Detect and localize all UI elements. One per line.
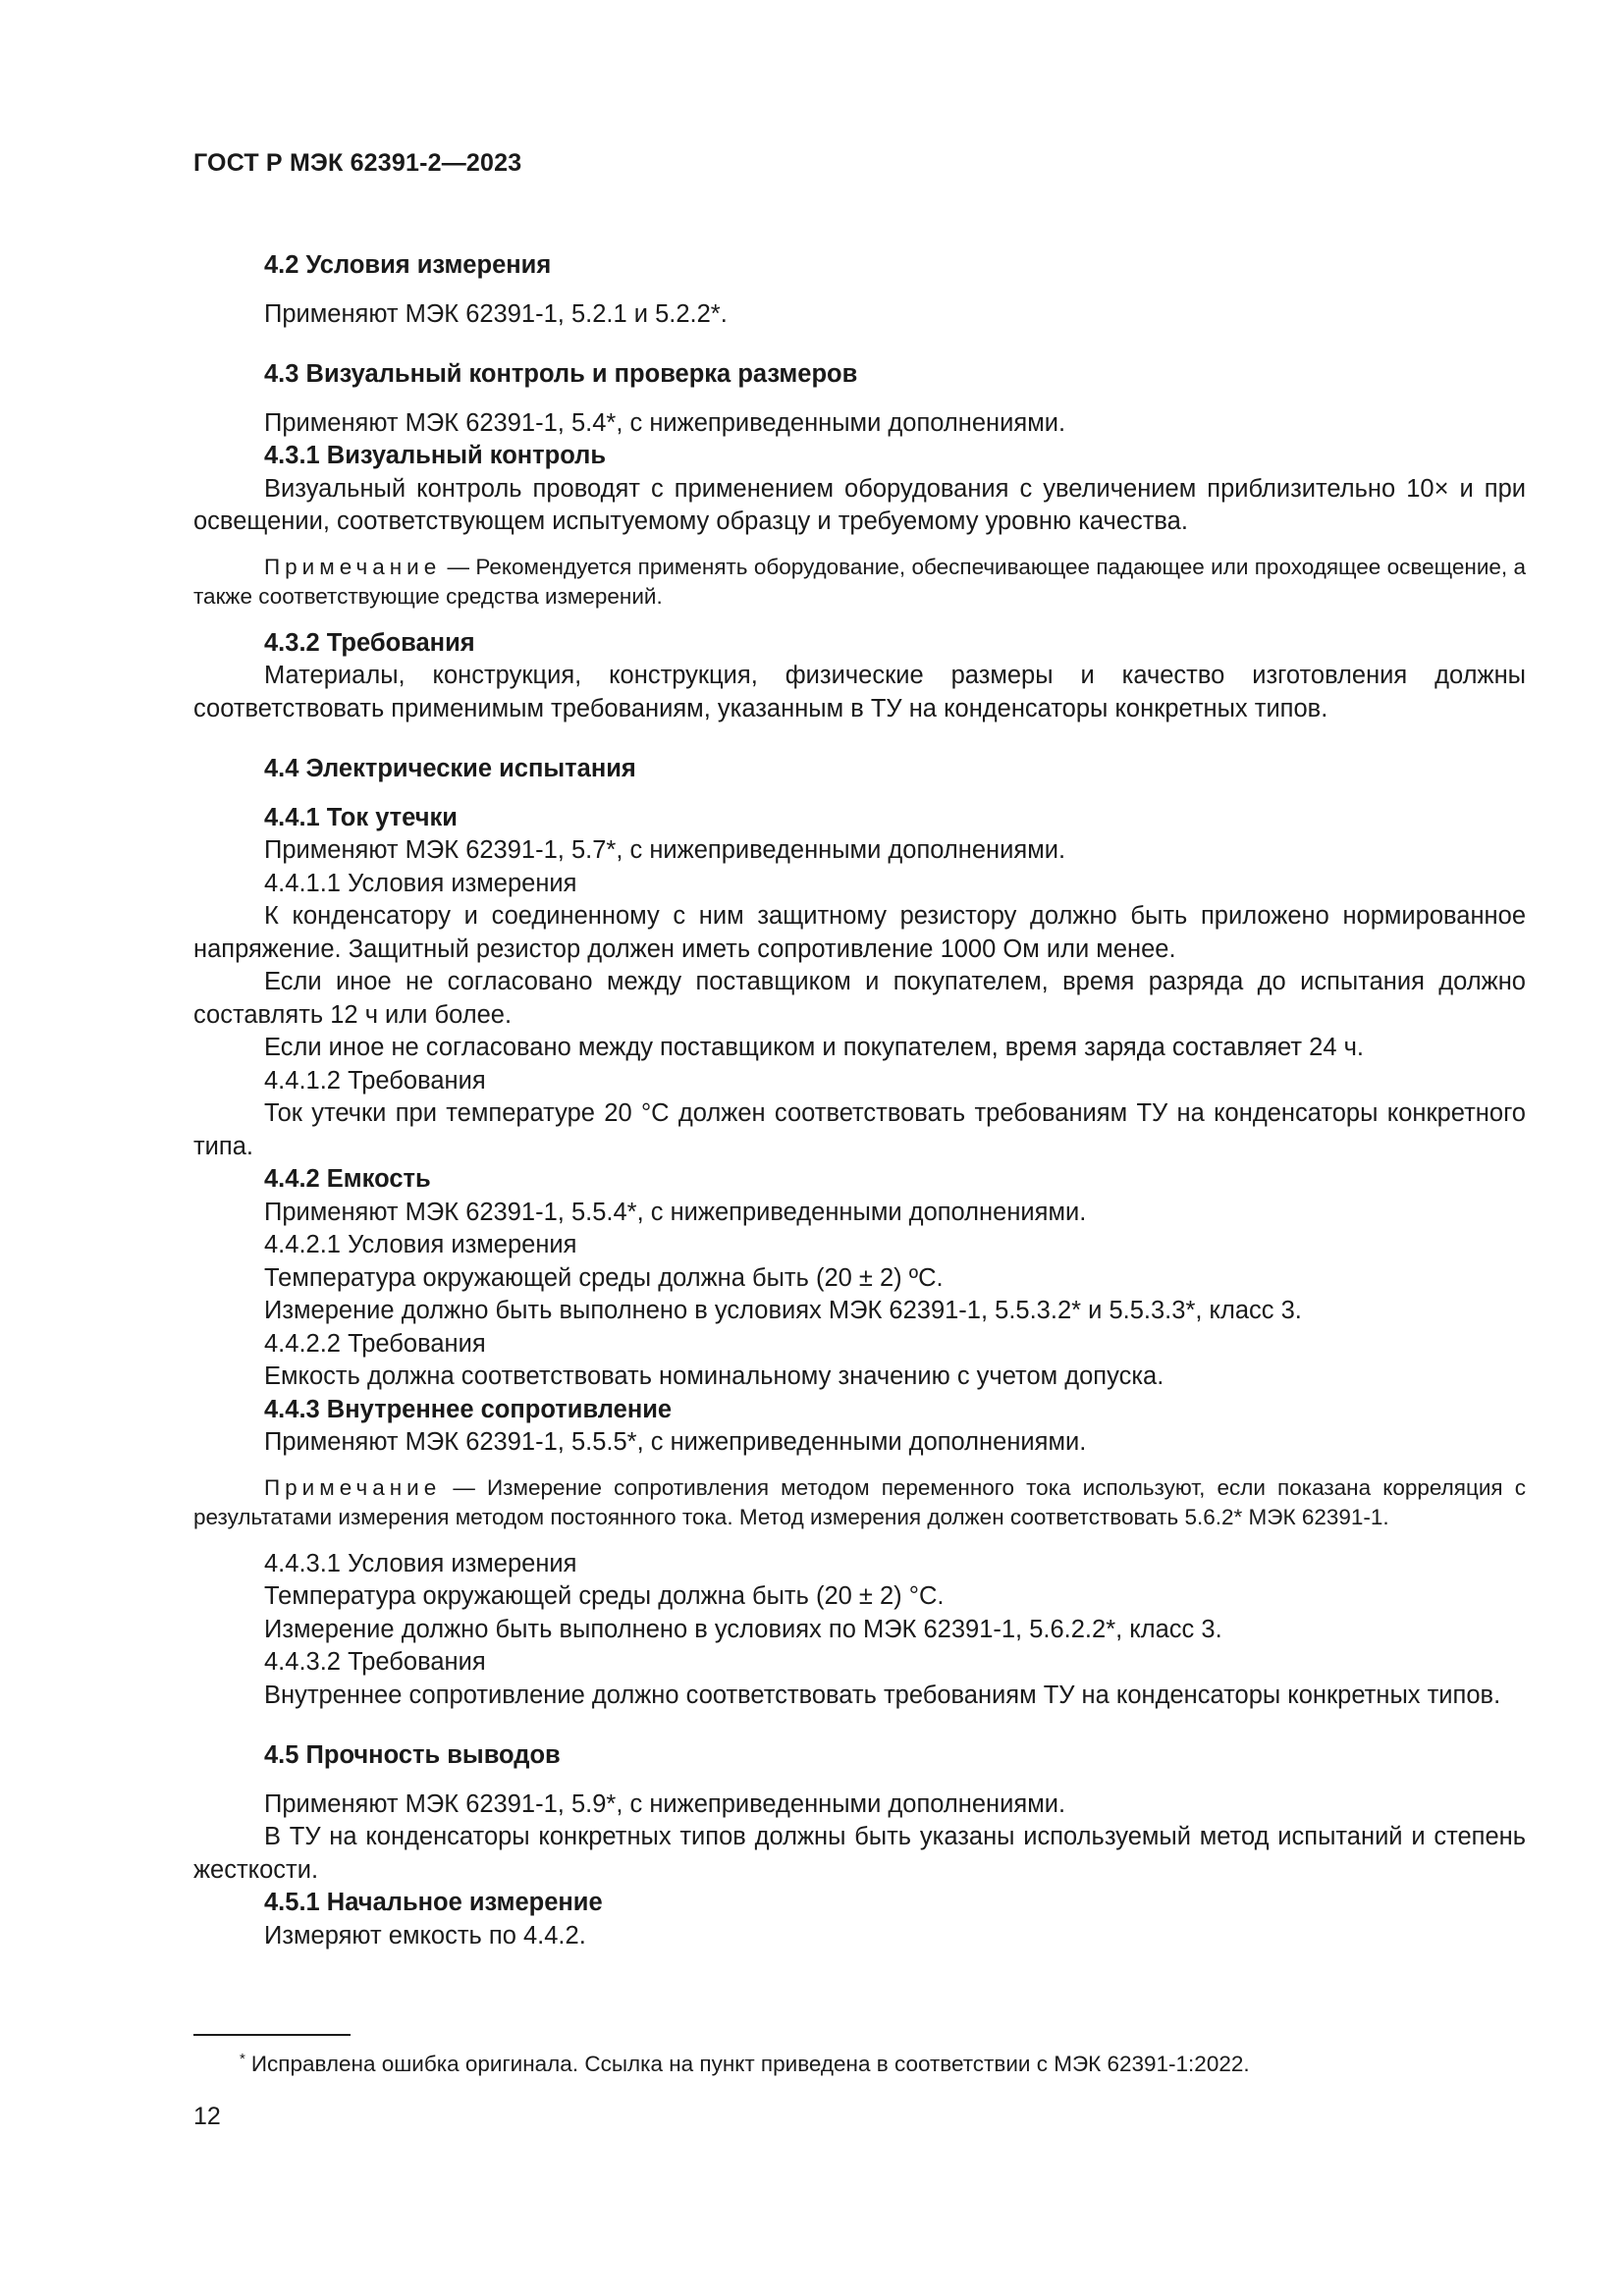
document-header: ГОСТ Р МЭК 62391-2—2023 <box>193 149 522 177</box>
paragraph: Температура окружающей среды должна быть (20 ± 2) °С. <box>264 1582 945 1610</box>
paragraph: Применяют МЭК 62391-1, 5.5.4*, с нижеприведенными дополнениями. <box>264 1198 1087 1226</box>
subsection-heading-4-4-3-2: 4.4.3.2 Требования <box>264 1648 486 1676</box>
section-heading-4-4-2: 4.4.2 Емкость <box>264 1165 431 1193</box>
subsection-heading-4-4-1-1: 4.4.1.1 Условия измерения <box>264 869 577 897</box>
paragraph: Применяют МЭК 62391-1, 5.9*, с нижеприведенными дополнениями. <box>264 1789 1066 1818</box>
note-label: Примечание <box>264 554 442 579</box>
paragraph: Применяют МЭК 62391-1, 5.7*, с нижеприведенными дополнениями. <box>264 836 1066 864</box>
paragraph: Материалы, конструкция, конструкция, физические размеры и качество изготовления должны соответствовать применимым требованиям, указанным в ТУ на конденсаторы конкретных типов. <box>193 662 1526 722</box>
paragraph: Внутреннее сопротивление должно соответствовать требованиям ТУ на конденсаторы конкретных типов. <box>264 1681 1501 1709</box>
paragraph: Применяют МЭК 62391-1, 5.5.5*, с нижеприведенными дополнениями. <box>264 1428 1087 1456</box>
paragraph: Измеряют емкость по 4.4.2. <box>264 1921 586 1949</box>
paragraph: Если иное не согласовано между поставщиком и покупателем, время разряда до испытания должно составлять 12 ч или более. <box>193 968 1526 1029</box>
subsection-heading-4-4-2-2: 4.4.2.2 Требования <box>264 1329 486 1358</box>
paragraph: Применяют МЭК 62391-1, 5.4*, с нижеприведенными дополнениями. <box>264 408 1066 437</box>
section-heading-4-5-1: 4.5.1 Начальное измерение <box>264 1889 603 1916</box>
paragraph: Температура окружающей среды должна быть (20 ± 2) ºС. <box>264 1263 944 1292</box>
paragraph: Измерение должно быть выполнено в условиях по МЭК 62391-1, 5.6.2.2*, класс 3. <box>264 1615 1222 1643</box>
paragraph: В ТУ на конденсаторы конкретных типов должны быть указаны используемый метод испытаний и степень жесткости. <box>193 1823 1526 1884</box>
note-label: Примечание <box>264 1474 442 1500</box>
note-2 <box>193 1473 1526 1532</box>
section-heading-4-3-2: 4.3.2 Требования <box>264 628 475 657</box>
paragraph: Ток утечки при температуре 20 °С должен соответствовать требованиям ТУ на конденсаторы конкретного типа. <box>193 1099 1526 1160</box>
section-heading-4-3: 4.3 Визуальный контроль и проверка размеров <box>264 360 858 388</box>
subsection-heading-4-4-3-1: 4.4.3.1 Условия измерения <box>264 1549 577 1577</box>
footnote-separator <box>193 2034 351 2036</box>
paragraph: Измерение должно быть выполнено в условиях МЭК 62391-1, 5.5.3.2* и 5.5.3.3*, класс 3. <box>264 1297 1302 1324</box>
subsection-heading-4-4-2-1: 4.4.2.1 Условия измерения <box>264 1231 577 1258</box>
section-heading-4-3-1: 4.3.1 Визуальный контроль <box>264 442 607 469</box>
section-heading-4-2: 4.2 Условия измерения <box>264 251 552 279</box>
footnote-mark: * <box>240 2051 245 2067</box>
note-text: — Рекомендуется применять оборудование, обеспечивающее падающее или проходящее освещение, а также соответствующие средства измерений. <box>193 554 1526 609</box>
note-text: — Измерение сопротивления методом переменного тока используют, если показана корреляция с результатами измерения методом постоянного тока. Метод измерения должен соответствовать 5.6.2* МЭК 62391-1. <box>193 1474 1526 1529</box>
subsection-heading-4-4-1-2: 4.4.1.2 Требования <box>264 1066 486 1095</box>
paragraph: К конденсатору и соединенному с ним защитному резистору должно быть приложено нормированное напряжение. Защитный резистор должен иметь сопротивление 1000 Ом или менее. <box>193 902 1526 963</box>
page-number: 12 <box>193 2103 221 2130</box>
paragraph: Емкость должна соответствовать номинальному значению с учетом допуска. <box>264 1362 1164 1390</box>
footnote <box>240 2050 1532 2082</box>
paragraph: Применяют МЭК 62391-1, 5.2.1 и 5.2.2*. <box>264 299 728 328</box>
page-content <box>193 222 1526 1952</box>
section-heading-4-4-3: 4.4.3 Внутреннее сопротивление <box>264 1395 673 1423</box>
section-heading-4-4: 4.4 Электрические испытания <box>264 755 636 782</box>
paragraph: Визуальный контроль проводят с применением оборудования с увеличением приблизительно 10× и при освещении, соответствующем испытуемому образцу и требуемому уровню качества. <box>193 474 1526 535</box>
note-1 <box>193 553 1526 612</box>
paragraph: Если иное не согласовано между поставщиком и покупателем, время заряда составляет 24 ч. <box>264 1034 1364 1061</box>
section-heading-4-5: 4.5 Прочность выводов <box>264 1741 561 1769</box>
footnote-text: Исправлена ошибка оригинала. Ссылка на пункт приведена в соответствии с МЭК 62391-1:2022. <box>250 2052 1250 2076</box>
section-heading-4-4-1: 4.4.1 Ток утечки <box>264 803 458 831</box>
